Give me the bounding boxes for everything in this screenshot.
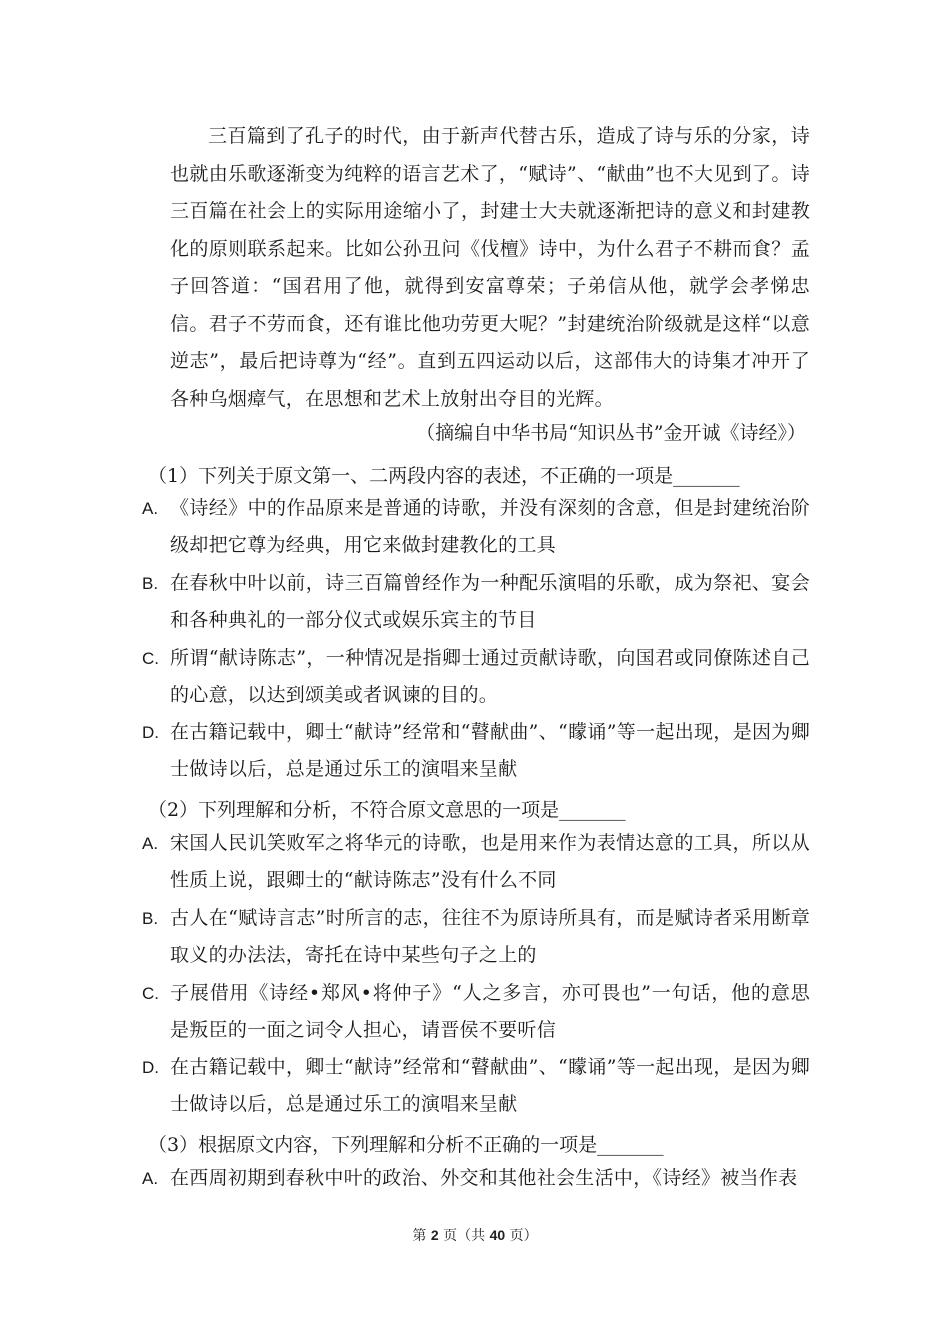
option-text: 在春秋中叶以前，诗三百篇曾经作为一种配乐演唱的乐歌，成为祭祀、宴会和各种典礼的一部分仪式或娱乐宾主的节目 — [170, 572, 810, 631]
option-letter: B. — [142, 574, 159, 593]
footer-suffix: 页） — [509, 1228, 538, 1244]
footer-page-number: 2 — [430, 1227, 439, 1243]
option-a[interactable] — [142, 1160, 810, 1197]
footer-prefix: 第 — [412, 1228, 427, 1244]
option-a[interactable] — [142, 490, 810, 564]
option-text: 古人在“赋诗言志”时所言的志，往往不为原诗所具有，而是赋诗者采用断章取义的办法法，寄托在诗中某些句子之上的 — [170, 907, 810, 966]
option-c[interactable] — [142, 975, 810, 1049]
option-text: 子展借用《诗经•郑风•将仲子》“人之多言，亦可畏也”一句话，他的意思是叛臣的一面之词令人担心，请晋侯不要听信 — [170, 982, 810, 1041]
option-text: 宋国人民讥笑败军之将华元的诗歌，也是用来作为表情达意的工具，所以从性质上说，跟卿士的“献诗陈志”没有什么不同 — [170, 832, 810, 891]
option-d[interactable] — [142, 714, 810, 788]
option-d[interactable] — [142, 1049, 810, 1123]
option-c[interactable] — [142, 640, 810, 714]
page-footer — [0, 1225, 950, 1245]
option-letter: B. — [142, 909, 159, 928]
option-letter: A. — [142, 499, 159, 518]
option-b[interactable] — [142, 565, 810, 639]
passage-paragraph: 三百篇到了孔子的时代，由于新声代替古乐，造成了诗与乐的分家，诗也就由乐歌逐渐变为纯粹的语言艺术了，“赋诗”、“献曲”也不大见到了。诗三百篇在社会上的实际用途缩小了，封建士大夫就逐渐把诗的意义和封建教化的原则联系起来。比如公孙丑问《伐檀》诗中，为什么君子不耕而食？孟子回答道：“国君用了他，就得到安富尊荣；子弟信从他，就学会孝悌忠信。君子不劳而食，还有谁比他功劳更大呢？”封建统治阶级就是这样“以意逆志”，最后把诗尊为“经”。直到五四运动以后，这部伟大的诗集才冲开了各种乌烟瘴气，在思想和艺术上放射出夺目的光辉。 — [170, 125, 810, 410]
source-citation: （摘编自中华书局“知识丛书”金开诚《诗经》） — [416, 422, 806, 444]
question-stem: （2）下列理解和分析，不符合原文意思的一项是_______ — [148, 799, 626, 821]
option-a[interactable] — [142, 825, 810, 899]
option-text: 《诗经》中的作品原来是普通的诗歌，并没有深刻的含意，但是封建统治阶级却把它尊为经典，用它来做封建教化的工具 — [170, 497, 810, 556]
option-text: 在古籍记载中，卿士“献诗”经常和“瞽献曲”、“矇诵”等一起出现，是因为卿士做诗以后，总是通过乐工的演唱来呈献 — [170, 1056, 810, 1115]
option-text: 所谓“献诗陈志”，一种情况是指卿士通过贡献诗歌，向国君或同僚陈述自己的心意，以达到颂美或者讽谏的目的。 — [170, 647, 810, 706]
option-letter: D. — [142, 723, 159, 742]
question-stem: （1）下列关于原文第一、二两段内容的表述，不正确的一项是_______ — [148, 465, 740, 487]
option-text: 在古籍记载中，卿士“献诗”经常和“瞽献曲”、“矇诵”等一起出现，是因为卿士做诗以后，总是通过乐工的演唱来呈献 — [170, 721, 810, 780]
question-stem: （3）根据原文内容，下列理解和分析不正确的一项是_______ — [148, 1134, 664, 1156]
option-text: 在西周初期到春秋中叶的政治、外交和其他社会生活中，《诗经》被当作表 — [170, 1167, 798, 1189]
footer-total-pages: 40 — [489, 1227, 506, 1243]
option-b[interactable] — [142, 900, 810, 974]
footer-mid: 页（共 — [443, 1228, 486, 1244]
option-letter: D. — [142, 1058, 159, 1077]
option-letter: A. — [142, 834, 159, 853]
option-letter: C. — [142, 984, 159, 1003]
option-letter: C. — [142, 649, 159, 668]
option-letter: A. — [142, 1169, 159, 1188]
